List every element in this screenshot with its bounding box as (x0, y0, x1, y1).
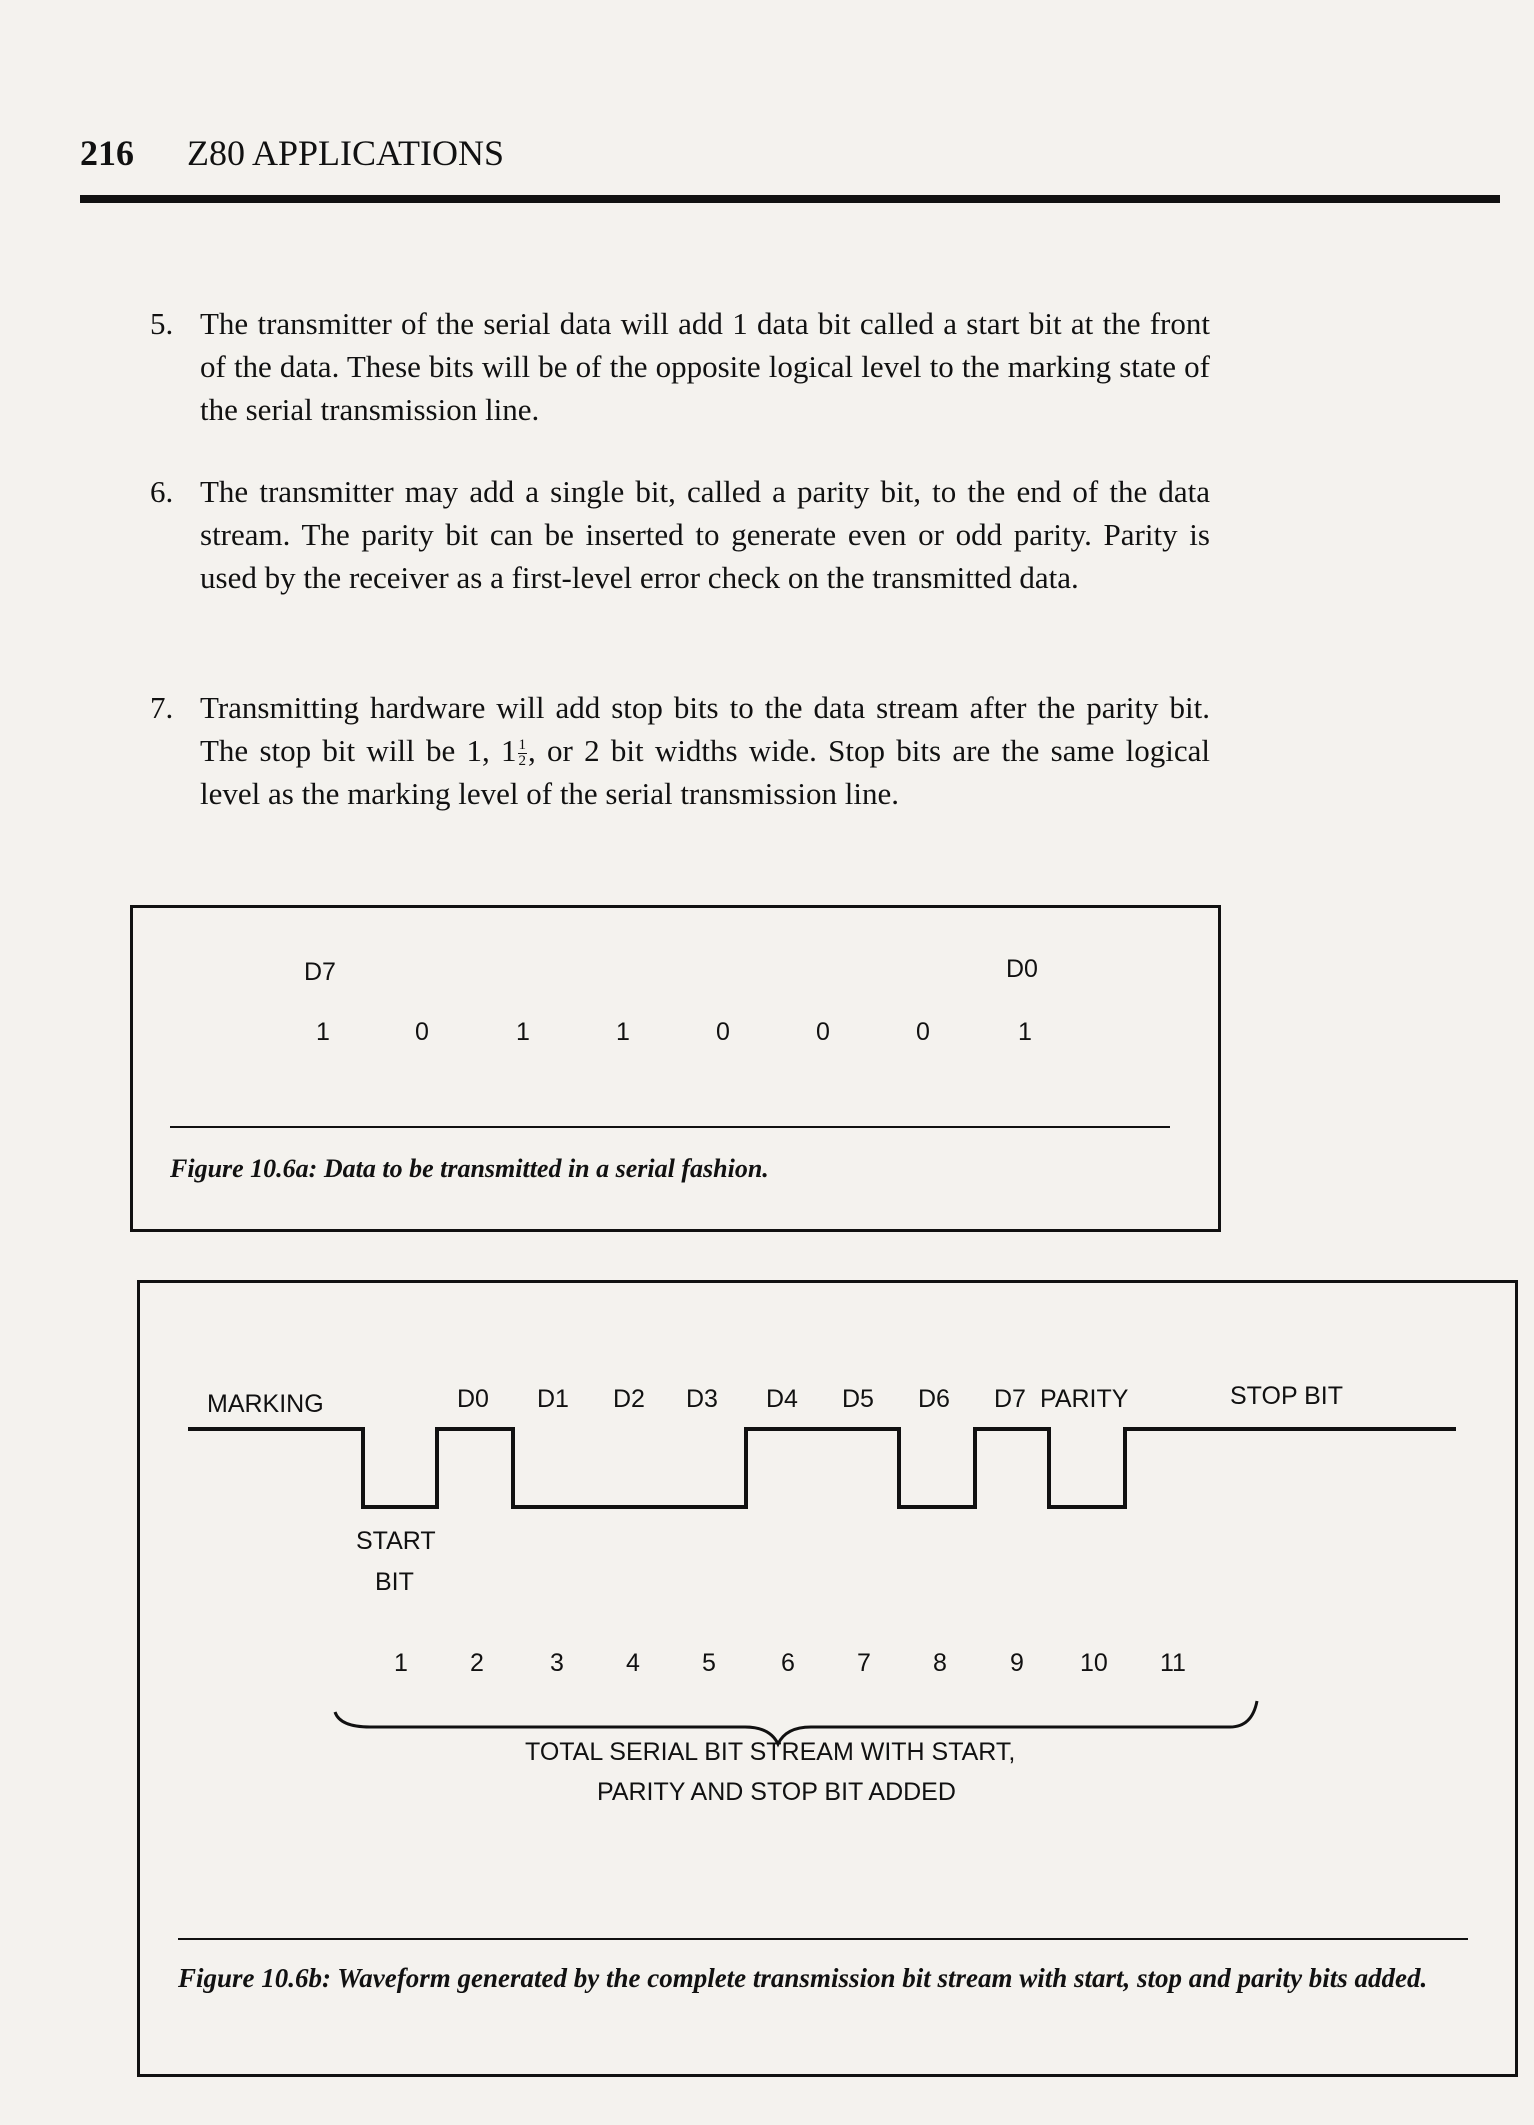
data-bit: 0 (916, 1018, 930, 1046)
list-item-text: The transmitter may add a single bit, called a parity bit, to the end of the data stream. The parity bit can be inserted to generate even or odd parity. Parity is used by the receiver as a first-level error check on the transmitted data. (200, 474, 1210, 595)
bit-label-d0: D0 (457, 1385, 489, 1413)
bit-number: 5 (702, 1649, 716, 1677)
start-label: START (356, 1527, 436, 1555)
bit-label-d6: D6 (918, 1385, 950, 1413)
figure-a-caption: Figure 10.6a: Data to be transmitted in a serial fashion. (170, 1154, 769, 1183)
list-item-number: 6. (150, 474, 174, 509)
list-item-text: The transmitter of the serial data will add 1 data bit called a start bit at the front of the data. These bits will be of the opposite logical level to the marking state of the serial transmission line. (200, 306, 1210, 427)
bit-number: 10 (1080, 1649, 1108, 1677)
serial-waveform (188, 1429, 1456, 1507)
list-item-text-before: Transmitting hardware will add stop bits to the data stream after the parity bit. The stop bit will be 1, 1 (200, 690, 1210, 768)
data-bit: 0 (415, 1018, 429, 1046)
list-item-text-after: , or 2 bit widths wide. Stop bits are the same logical level as the marking level of the serial transmission line. (200, 733, 1210, 811)
brace-label-line-1: TOTAL SERIAL BIT STREAM WITH START, (525, 1738, 1016, 1766)
msb-label: D7 (304, 958, 336, 986)
data-bit: 1 (516, 1018, 530, 1046)
brace-label-line-2: PARITY AND STOP BIT ADDED (597, 1778, 956, 1806)
bit-number: 4 (626, 1649, 640, 1677)
data-bit: 1 (1018, 1018, 1032, 1046)
bit-label-d5: D5 (842, 1385, 874, 1413)
bit-label-d3: D3 (686, 1385, 718, 1413)
start-bit-label: BIT (375, 1568, 414, 1596)
bit-label-d7: D7 (994, 1385, 1026, 1413)
list-item-number: 5. (150, 306, 174, 341)
bit-number: 6 (781, 1649, 795, 1677)
bit-label-d4: D4 (766, 1385, 798, 1413)
lsb-label: D0 (1006, 955, 1038, 983)
list-item-number: 7. (150, 690, 174, 725)
running-title: Z80 APPLICATIONS (187, 133, 505, 173)
figure-b-rule (178, 1938, 1468, 1940)
bit-number: 3 (550, 1649, 564, 1677)
one-half-fraction: $\frac{1}{2}$ (518, 737, 527, 770)
bit-label-parity: PARITY (1040, 1385, 1129, 1413)
data-bit: 0 (816, 1018, 830, 1046)
stop-bit-label: STOP BIT (1230, 1382, 1344, 1410)
figure-b-caption: Figure 10.6b: Waveform generated by the complete transmission bit stream with start, stop and parity bits added. (178, 1963, 1428, 1993)
bit-label-d1: D1 (537, 1385, 569, 1413)
bit-number: 2 (470, 1649, 484, 1677)
bit-number: 9 (1010, 1649, 1024, 1677)
bit-number: 7 (857, 1649, 871, 1677)
data-bit: 0 (716, 1018, 730, 1046)
bit-number: 1 (394, 1649, 408, 1677)
page-number: 216 (80, 133, 134, 173)
data-bit: 1 (316, 1018, 330, 1046)
bit-number: 11 (1160, 1649, 1186, 1677)
data-bit: 1 (616, 1018, 630, 1046)
bit-number: 8 (933, 1649, 947, 1677)
bit-label-d2: D2 (613, 1385, 645, 1413)
marking-label: MARKING (207, 1390, 324, 1418)
